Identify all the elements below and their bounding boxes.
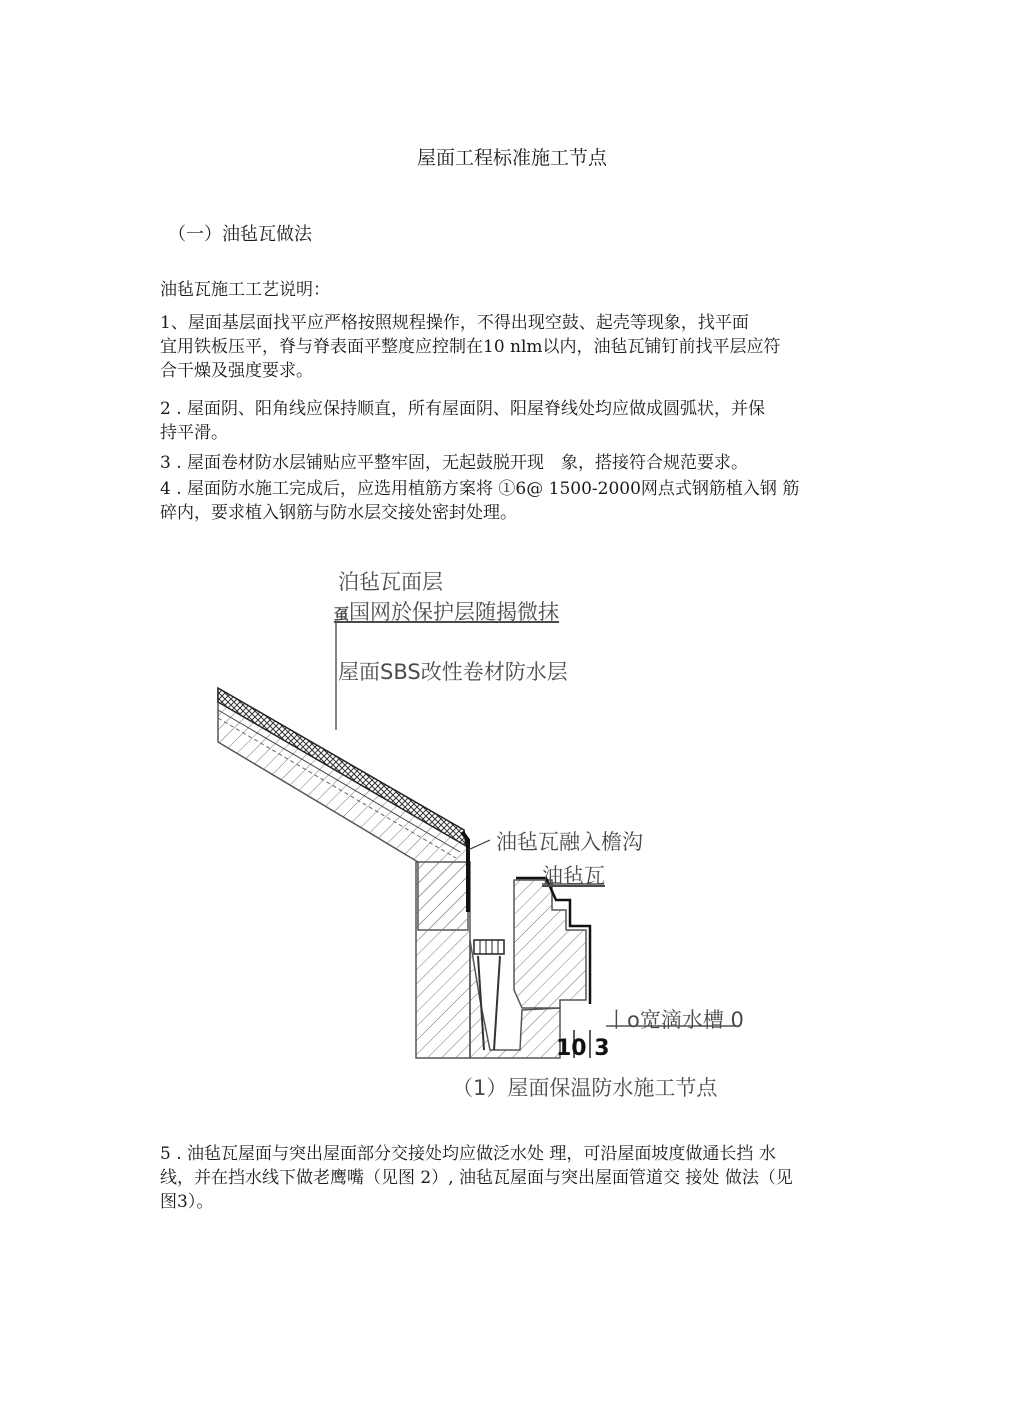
- insulation-line: [218, 710, 460, 852]
- item-2-line: 2 . 屋面阴、阳角线应保持顺直，所有屋面阴、阳屋脊线处均应做成圆弧状，并保: [160, 399, 766, 419]
- item-1-line: 合干燥及强度要求。: [160, 361, 313, 381]
- label-drip-mark: 丨: [606, 1008, 627, 1032]
- item-5-line: 线，并在挡水线下做老鹰嘴（见图 2）, 油毡瓦屋面与突出屋面管道交 接处 做法（见: [160, 1168, 793, 1188]
- label-mark: 虿: [334, 605, 350, 623]
- wall-section: [416, 862, 470, 1058]
- label-protective-layer: [334, 596, 559, 626]
- label-dimensions: 10 3: [556, 1036, 610, 1061]
- label-drip-text: o宽滴水槽: [627, 1008, 724, 1032]
- page-title: 屋面工程标准施工节点: [416, 147, 607, 169]
- gutter-outer-wall: [514, 880, 586, 1008]
- item-2-line: 持平滑。: [160, 423, 228, 443]
- label-protective-layer-text: 国网於保护层随揭微抹: [349, 600, 560, 624]
- item-5: [160, 1142, 793, 1214]
- label-roof-tile-surface: 泊毡瓦面层: [338, 570, 443, 594]
- label-drip-groove: [606, 1004, 744, 1034]
- item-1-line: 1、屋面基层面找平应严格按照规程操作，不得出现空鼓、起壳等现象，找平面: [160, 313, 749, 333]
- item-5-line: 图3）。: [160, 1192, 214, 1212]
- item-5-line: 5 . 油毡瓦屋面与突出屋面部分交接处均应做泛水处 理，可沿屋面坡度做通长挡 水: [160, 1144, 776, 1164]
- item-1-line: 宜用铁板压平，脊与脊表面平整度应控制在10 nlm以内，油毡瓦铺钉前找平层应符: [160, 337, 781, 357]
- item-4-line: 碎内，要求植入钢筋与防水层交接处密封处理。: [160, 503, 517, 523]
- item-3-line: 3 . 屋面卷材防水层铺贴应平整牢固，无起鼓脱开现 象，搭接符合规范要求。: [160, 453, 749, 473]
- label-sbs-layer: 屋面SBS改性卷材防水层: [338, 660, 568, 684]
- intro-text: 油毡瓦施工工艺说明：: [160, 280, 330, 300]
- figure-caption: （1）屋面保温防水施工节点: [452, 1076, 718, 1100]
- label-drip-suffix: 0: [730, 1008, 744, 1032]
- drain-grate: [474, 940, 504, 954]
- label-leader: [468, 840, 490, 850]
- roof-tile-layer: [218, 688, 466, 846]
- label-gutter: 油毡瓦融入檐沟: [496, 830, 643, 854]
- label-tile: 油毡瓦: [542, 864, 605, 888]
- section-heading: （一）油毡瓦做法: [168, 224, 312, 245]
- item-4-line: 4 . 屋面防水施工完成后，应选用植筋方案将 ①6@ 1500-2000网点式钢筋植入钢 筋: [160, 479, 800, 499]
